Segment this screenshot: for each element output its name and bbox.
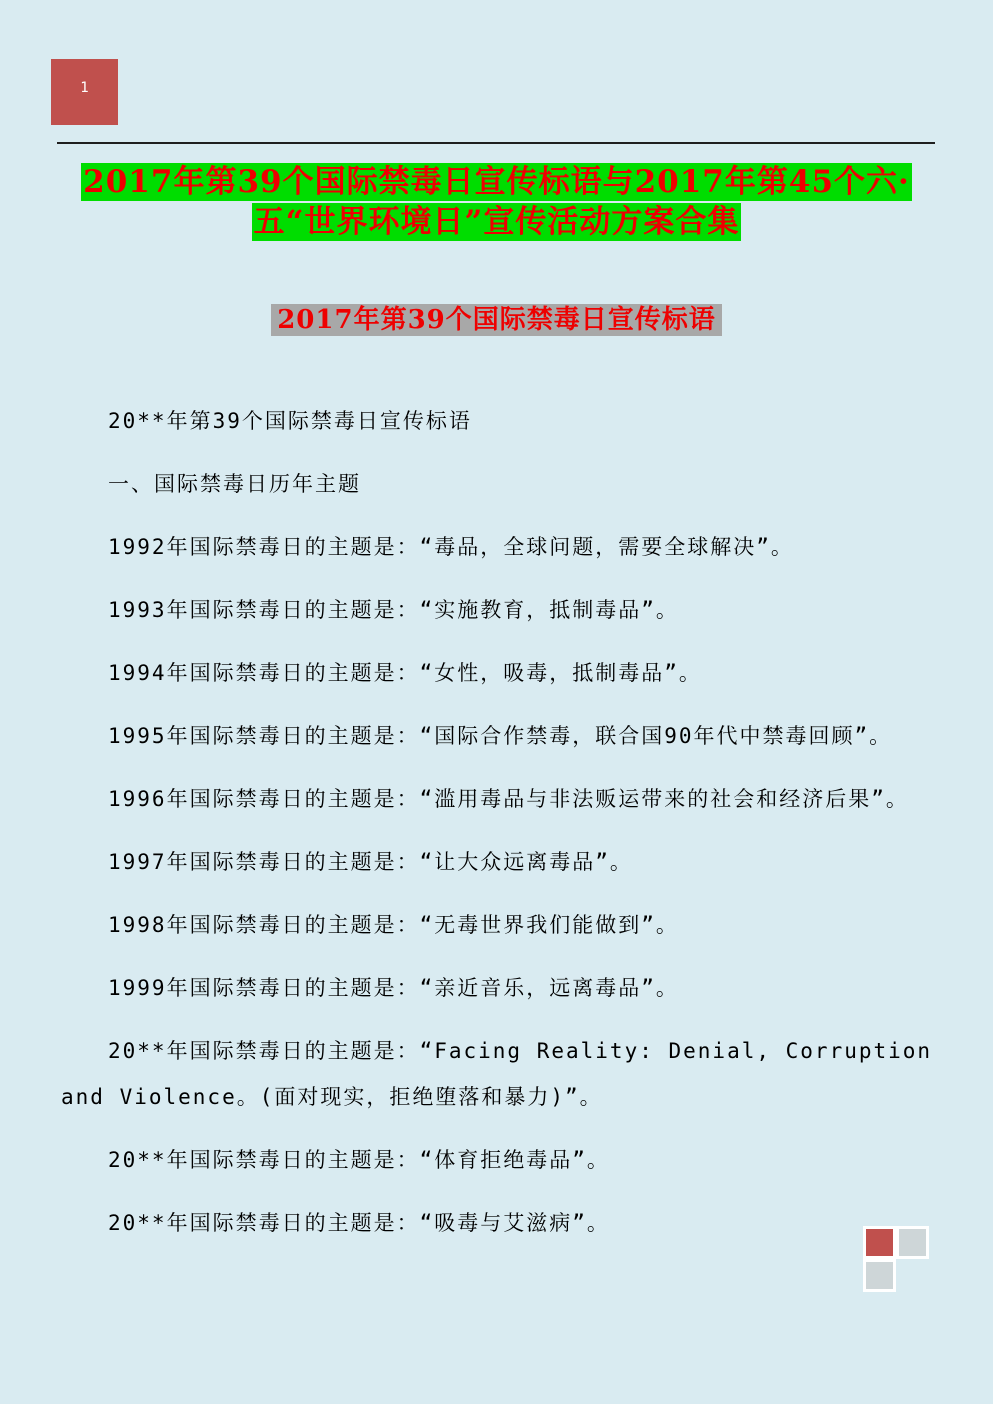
body-paragraph: 1999年国际禁毒日的主题是：“亲近音乐，远离毒品”。 bbox=[108, 976, 679, 1000]
logo-red-square bbox=[863, 1226, 896, 1259]
body-paragraph: 20**年国际禁毒日的主题是：“体育拒绝毒品”。 bbox=[108, 1148, 610, 1172]
body-paragraph: 1993年国际禁毒日的主题是：“实施教育，抵制毒品”。 bbox=[108, 598, 679, 622]
document-title-text: 2017年第39个国际禁毒日宣传标语与2017年第45个六·五“世界环境日”宣传活动方案合集 bbox=[83, 164, 910, 240]
corner-logo bbox=[863, 1226, 929, 1292]
body-paragraph: 20**年国际禁毒日的主题是：“Facing Reality: Denial, Corruption and Violence。(面对现实，拒绝堕落和暴力)”。 bbox=[61, 1039, 933, 1109]
body-paragraph: 1997年国际禁毒日的主题是：“让大众远离毒品”。 bbox=[108, 850, 633, 874]
body-paragraph: 1998年国际禁毒日的主题是：“无毒世界我们能做到”。 bbox=[108, 913, 679, 937]
body-paragraph: 1996年国际禁毒日的主题是：“滥用毒品与非法贩运带来的社会和经济后果”。 bbox=[108, 787, 909, 811]
body-paragraph: 1995年国际禁毒日的主题是：“国际合作禁毒，联合国90年代中禁毒回顾”。 bbox=[108, 724, 893, 748]
logo-gray-square-bottom bbox=[863, 1259, 896, 1292]
page-number-badge bbox=[51, 59, 118, 125]
body-paragraph: 20**年第39个国际禁毒日宣传标语 bbox=[108, 409, 472, 433]
body-paragraph: 一、国际禁毒日历年主题 bbox=[108, 472, 361, 496]
page-number: 1 bbox=[80, 80, 89, 96]
body-paragraph: 1994年国际禁毒日的主题是：“女性，吸毒，抵制毒品”。 bbox=[108, 661, 702, 685]
body-paragraph: 1992年国际禁毒日的主题是：“毒品，全球问题，需要全球解决”。 bbox=[108, 535, 794, 559]
header-divider bbox=[57, 142, 935, 144]
body-paragraph: 20**年国际禁毒日的主题是：“吸毒与艾滋病”。 bbox=[108, 1211, 610, 1235]
document-body bbox=[61, 398, 933, 1263]
logo-gray-square-top bbox=[896, 1226, 929, 1259]
section-subtitle bbox=[62, 302, 931, 339]
section-subtitle-text: 2017年第39个国际禁毒日宣传标语 bbox=[271, 304, 722, 336]
document-title bbox=[62, 162, 931, 242]
